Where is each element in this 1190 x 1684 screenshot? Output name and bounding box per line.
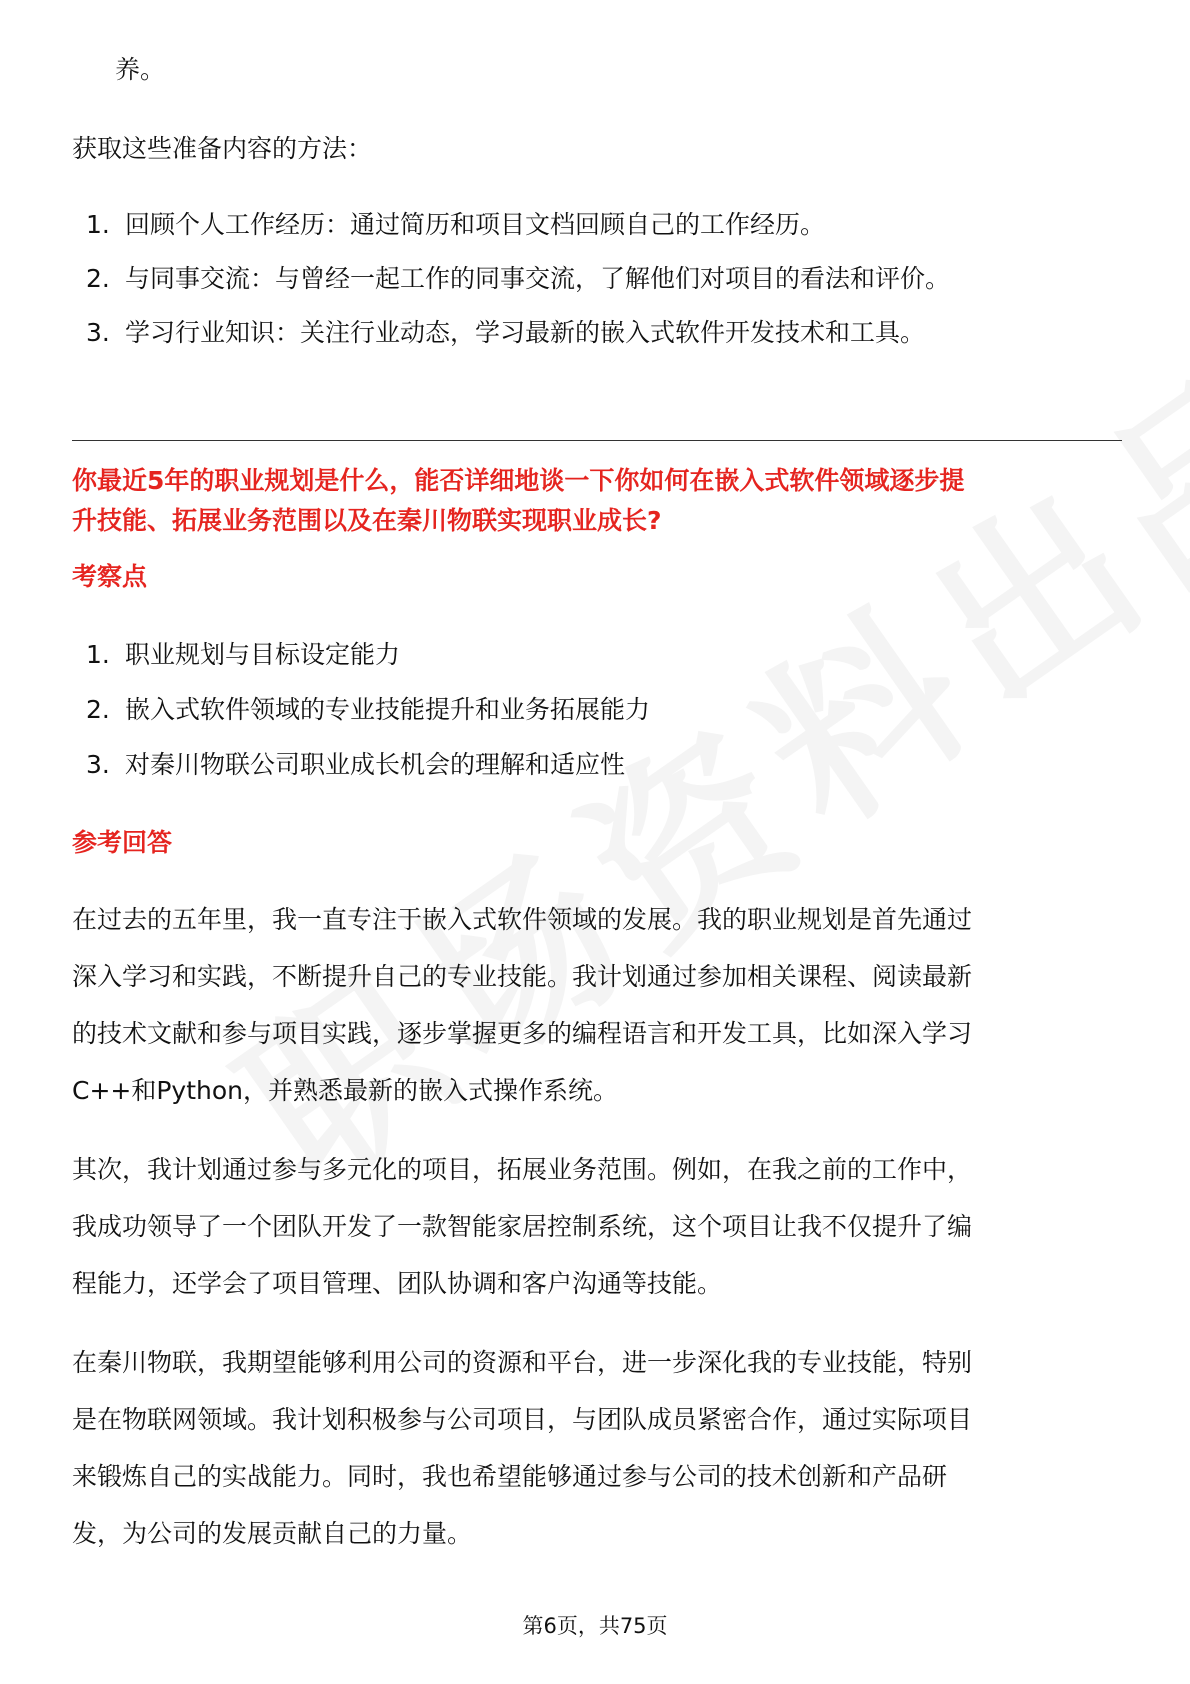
list-number: 1. [86, 210, 110, 239]
paragraph-line: 程能力，还学会了项目管理、团队协调和客户沟通等技能。 [72, 1269, 723, 1298]
list-number: 3. [86, 318, 110, 347]
paragraph-line: 是在物联网领域。我计划积极参与公司项目，与团队成员紧密合作，通过实际项目 [72, 1405, 973, 1434]
reference-answer-label: 参考回答 [72, 828, 173, 857]
list-number: 2. [86, 264, 110, 293]
examine-points-label: 考察点 [72, 562, 148, 591]
list-text: 学习行业知识：关注行业动态，学习最新的嵌入式软件开发技术和工具。 [125, 318, 926, 347]
list-number: 3. [86, 750, 110, 779]
list-text: 对秦川物联公司职业成长机会的理解和适应性 [125, 750, 626, 779]
paragraph-line: 我成功领导了一个团队开发了一款智能家居控制系统，这个项目让我不仅提升了编 [72, 1212, 973, 1241]
page-number-footer: 第6页，共75页 [522, 1614, 668, 1638]
methods-heading: 获取这些准备内容的方法： [72, 134, 373, 163]
paragraph-line: C++和Python，并熟悉最新的嵌入式操作系统。 [72, 1076, 619, 1105]
paragraph-line: 深入学习和实践，不断提升自己的专业技能。我计划通过参加相关课程、阅读最新 [72, 962, 973, 991]
list-text: 嵌入式软件领域的专业技能提升和业务拓展能力 [125, 695, 651, 724]
list-number: 1. [86, 640, 110, 669]
paragraph-line: 发，为公司的发展贡献自己的力量。 [72, 1519, 473, 1548]
intro-tail: 养。 [115, 55, 166, 84]
paragraph-line: 在秦川物联，我期望能够利用公司的资源和平台，进一步深化我的专业技能，特别 [72, 1348, 973, 1377]
paragraph-line: 的技术文献和参与项目实践，逐步掌握更多的编程语言和开发工具，比如深入学习 [72, 1019, 973, 1048]
paragraph-line: 其次，我计划通过参与多元化的项目，拓展业务范围。例如，在我之前的工作中， [72, 1155, 973, 1184]
paragraph-line: 来锻炼自己的实战能力。同时，我也希望能够通过参与公司的技术创新和产品研 [72, 1462, 948, 1491]
paragraph-line: 在过去的五年里，我一直专注于嵌入式软件领域的发展。我的职业规划是首先通过 [72, 905, 973, 934]
list-number: 2. [86, 695, 110, 724]
question-line-1: 你最近5年的职业规划是什么，能否详细地谈一下你如何在嵌入式软件领域逐步提 [72, 466, 965, 495]
question-line-2: 升技能、拓展业务范围以及在秦川物联实现职业成长? [72, 506, 662, 535]
list-text: 回顾个人工作经历：通过简历和项目文档回顾自己的工作经历。 [125, 210, 826, 239]
list-text: 与同事交流：与曾经一起工作的同事交流，了解他们对项目的看法和评价。 [125, 264, 951, 293]
list-text: 职业规划与目标设定能力 [125, 640, 401, 669]
watermark [182, 438, 1158, 1235]
section-divider [72, 440, 1122, 441]
